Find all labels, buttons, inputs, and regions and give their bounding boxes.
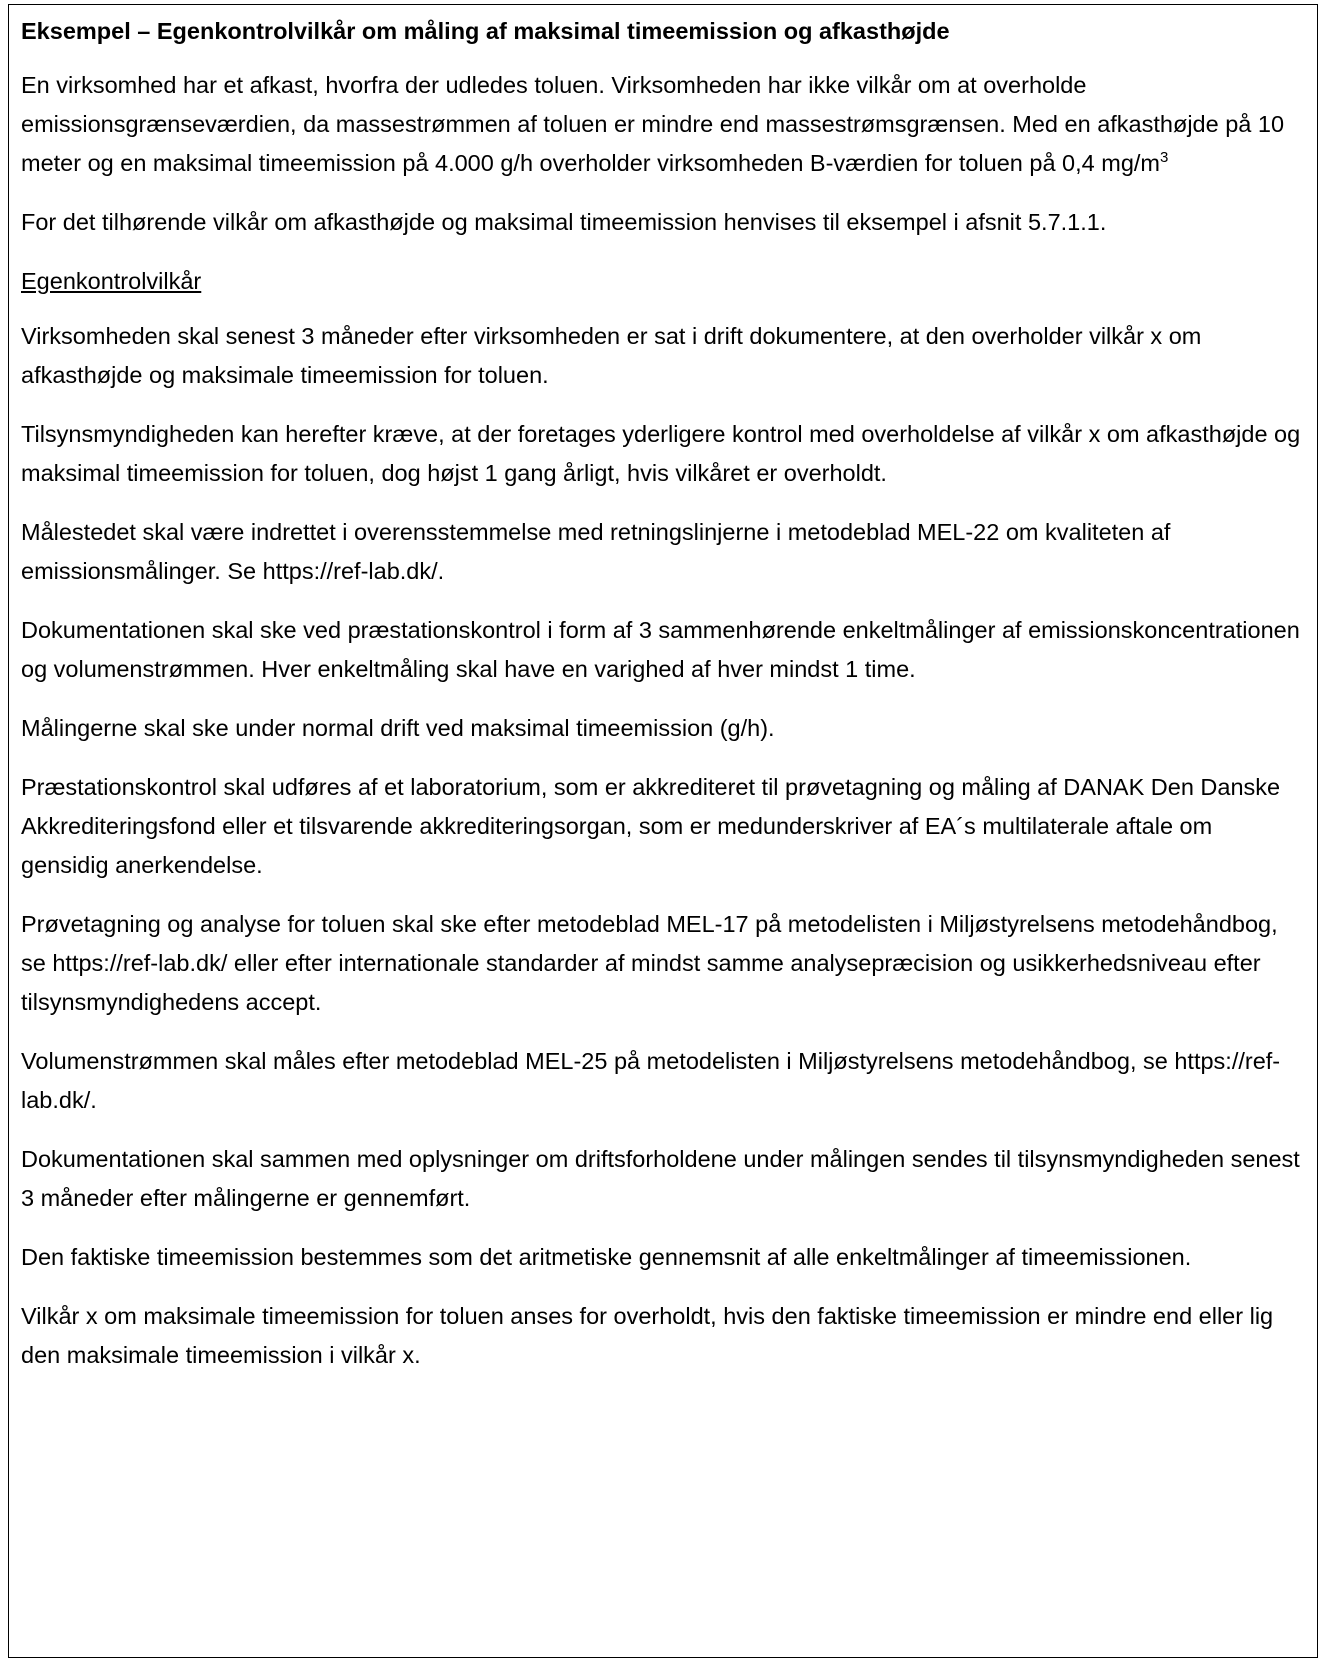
section-label [21, 262, 1301, 301]
example-box [8, 4, 1318, 1658]
condition-paragraph: Tilsynsmyndigheden kan herefter kræve, at der foretages yderligere kontrol med overholdelse af vilkår x om afkasthøjde og maksimal timeemission for toluen, dog højst 1 gang årligt, hvis vilkåret er overholdt. [21, 421, 1301, 486]
condition-paragraph: Volumenstrømmen skal måles efter metodeblad MEL-25 på metodelisten i Miljøstyrelsens metodehåndbog, se https://ref-lab.dk/. [21, 1048, 1281, 1113]
condition-paragraph: Prøvetagning og analyse for toluen skal ske efter metodeblad MEL-17 på metodelisten i Miljøstyrelsens metodehåndbog, se https://ref-lab.dk/ eller efter internationale standarder af mindst samme analysepræcision og usikkerhedsniveau efter tilsynsmyndighedens accept. [21, 911, 1278, 1015]
condition-paragraph: Den faktiske timeemission bestemmes som det aritmetiske gennemsnit af alle enkeltmålinger af timeemissionen. [21, 1244, 1192, 1270]
example-title: Eksempel – Egenkontrolvilkår om måling af maksimal timeemission og afkasthøjde [21, 18, 950, 44]
section-label-text: Egenkontrolvilkår [21, 268, 202, 294]
intro-paragraph [21, 66, 1301, 183]
condition-paragraph: Målestedet skal være indrettet i overensstemmelse med retningslinjerne i metodeblad MEL-22 om kvaliteten af emissionsmålinger. Se https://ref-lab.dk/. [21, 519, 1171, 584]
reference-paragraph: For det tilhørende vilkår om afkasthøjde og maksimal timeemission henvises til eksempel i afsnit 5.7.1.1. [21, 209, 1107, 235]
condition-paragraph: Præstationskontrol skal udføres af et laboratorium, som er akkrediteret til prøvetagning og måling af DANAK Den Danske Akkrediteringsfond eller et tilsvarende akkrediteringsorgan, som er medunderskriver af EA´s multilaterale aftale om gensidig anerkendelse. [21, 774, 1281, 878]
condition-paragraph: Vilkår x om maksimale timeemission for toluen anses for overholdt, hvis den faktiske timeemission er mindre end eller lig den maksimale timeemission i vilkår x. [21, 1303, 1274, 1368]
condition-paragraph: Målingerne skal ske under normal drift ved maksimal timeemission (g/h). [21, 715, 775, 741]
condition-paragraph: Virksomheden skal senest 3 måneder efter virksomheden er sat i drift dokumentere, at den overholder vilkår x om afkasthøjde og maksimale timeemission for toluen. [21, 323, 1202, 388]
unit-superscript: 3 [1160, 149, 1169, 167]
intro-text: En virksomhed har et afkast, hvorfra der udledes toluen. Virksomheden har ikke vilkår om at overholde emissionsgrænseværdien, da massestrømmen af toluen er mindre end massestrømsgrænsen. Med en afkasthøjde på 10 meter og en maksimal timeemission på 4.000 g/h overholder virksomheden B-værdien for toluen på 0,4 mg/m [21, 72, 1285, 176]
condition-paragraph: Dokumentationen skal sammen med oplysninger om driftsforholdene under målingen sendes til tilsynsmyndigheden senest 3 måneder efter målingerne er gennemført. [21, 1146, 1300, 1211]
condition-paragraph: Dokumentationen skal ske ved præstationskontrol i form af 3 sammenhørende enkeltmålinger af emissionskoncentrationen og volumenstrømmen. Hver enkeltmåling skal have en varighed af hver mindst 1 time. [21, 617, 1300, 682]
